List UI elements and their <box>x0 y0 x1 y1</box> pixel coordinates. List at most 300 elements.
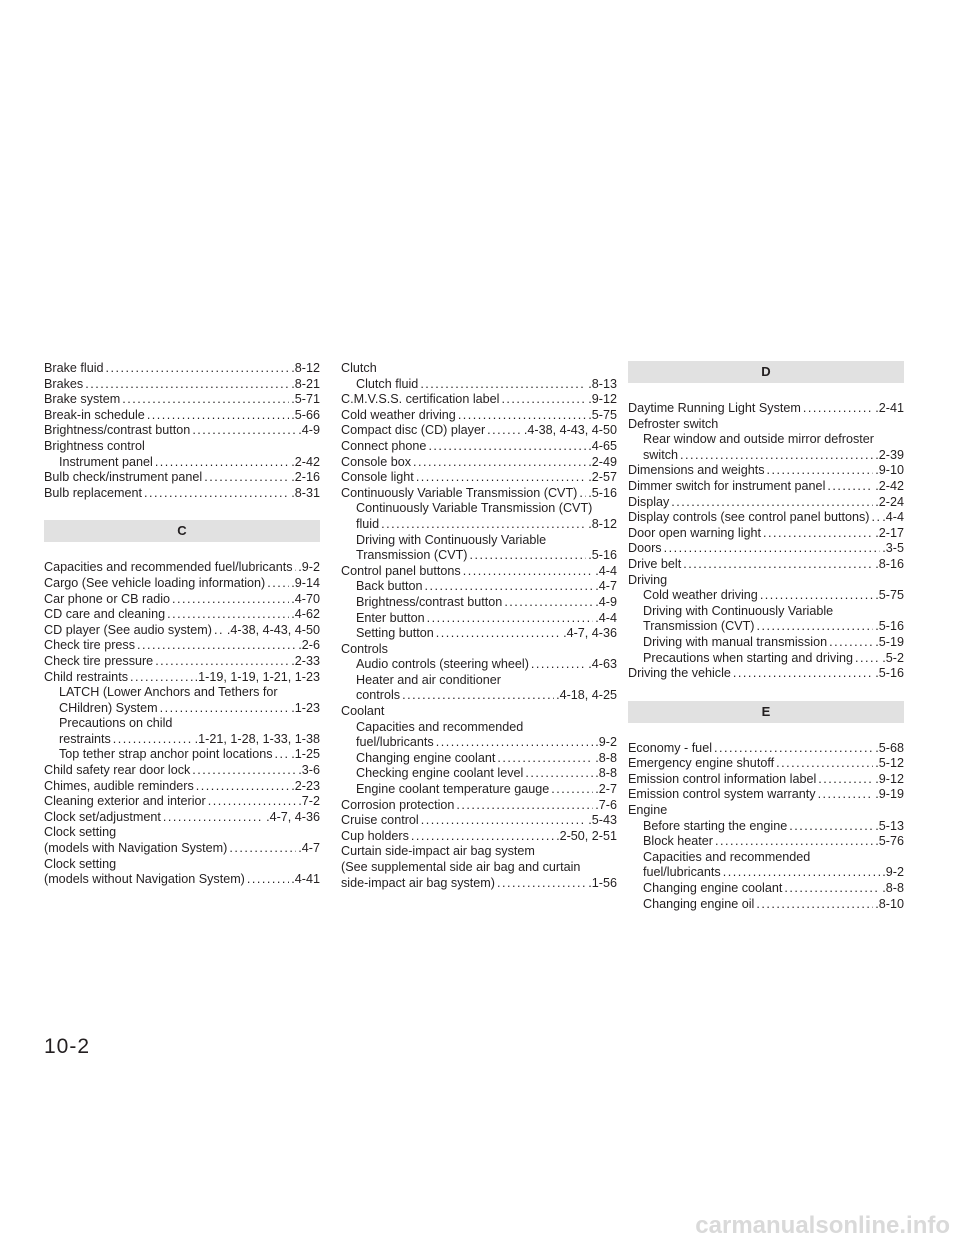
dot-leader <box>789 819 873 835</box>
entry-term: Back button <box>356 579 423 594</box>
entry-term: Connect phone <box>341 438 427 453</box>
entry-term: Enter button <box>356 610 425 625</box>
index-entry <box>628 741 904 757</box>
entry-page-ref: .4-7, 4-36 <box>563 626 617 641</box>
entry-page-ref: .4-4 <box>882 510 904 525</box>
dot-leader <box>229 841 296 857</box>
entry-term: Transmission (CVT) <box>643 619 755 634</box>
entry-page-ref: .8-10 <box>875 896 904 911</box>
entry-page-ref: .8-31 <box>291 485 320 500</box>
entry-page-ref: .2-50, 2-51 <box>556 828 617 843</box>
dot-leader <box>381 517 586 533</box>
index-entry-heading: Driving with Continuously Variable <box>356 532 547 547</box>
entry-page-ref: .4-38, 4-43, 4-50 <box>523 423 617 438</box>
entry-page-ref: .9-10 <box>875 463 904 478</box>
entry-page-ref: .2-23 <box>291 778 320 793</box>
entry-term: Driving the vehicle <box>628 666 731 681</box>
index-entry <box>628 588 904 604</box>
watermark-text: carmanualsonline.info <box>695 1212 950 1239</box>
index-entry <box>341 423 617 439</box>
dot-leader <box>160 701 290 717</box>
entry-page-ref: .4-9 <box>298 423 320 438</box>
dot-leader <box>167 607 289 623</box>
index-column-3 <box>628 361 904 912</box>
index-entry-heading: Defroster switch <box>628 416 719 431</box>
dot-leader <box>172 592 289 608</box>
dot-leader <box>714 741 873 757</box>
entry-page-ref: .4-4 <box>595 610 617 625</box>
dot-leader <box>420 377 586 393</box>
index-entry <box>341 798 617 814</box>
entry-term: Checking engine coolant level <box>356 766 524 781</box>
entry-term: Dimmer switch for instrument panel <box>628 478 826 493</box>
index-entry <box>44 763 320 779</box>
entry-page-ref: .9-2 <box>298 560 320 575</box>
index-entry <box>44 361 320 377</box>
entry-page-ref: .2-41 <box>875 401 904 415</box>
entry-page-ref: .4-9 <box>595 594 617 609</box>
entry-term: Child safety rear door lock <box>44 763 191 778</box>
index-entry <box>341 377 617 393</box>
index-entry <box>341 595 617 611</box>
entry-term: Child restraints <box>44 669 128 684</box>
dot-leader <box>155 654 289 670</box>
entry-term: Capacities and recommended fuel/lubricants <box>44 560 293 575</box>
index-entry <box>341 751 617 767</box>
entry-page-ref: .5-75 <box>875 588 904 603</box>
dot-leader <box>683 557 873 573</box>
entry-page-ref: .4-41 <box>291 872 320 887</box>
entry-term: controls <box>356 688 401 703</box>
entry-page-ref: .8-8 <box>595 750 617 765</box>
entry-page-ref: .5-76 <box>875 834 904 849</box>
index-entry <box>44 872 320 888</box>
entry-term: Transmission (CVT) <box>356 548 468 563</box>
entry-page-ref: .1-25 <box>291 747 320 762</box>
entry-page-ref: .5-71 <box>291 392 320 407</box>
dot-leader <box>113 732 193 748</box>
dot-leader <box>803 401 873 417</box>
entry-page-ref: .8-8 <box>595 766 617 781</box>
entry-term: Instrument panel <box>59 454 153 469</box>
entry-term: CHildren) System <box>59 700 158 715</box>
dot-leader <box>85 377 289 393</box>
entry-term: Car phone or CB radio <box>44 591 171 606</box>
entry-term: CD care and cleaning <box>44 607 166 622</box>
entry-page-ref: .1-21, 1-28, 1-33, 1-38 <box>194 731 320 746</box>
entry-term: Chimes, audible reminders <box>44 778 194 793</box>
dot-leader <box>204 470 289 486</box>
index-entry <box>628 401 904 417</box>
entry-page-ref: .8-16 <box>875 556 904 571</box>
index-entry <box>341 766 617 782</box>
entry-term: Drive belt <box>628 556 682 571</box>
index-entry <box>44 747 320 763</box>
entry-term: Engine coolant temperature gauge <box>356 782 550 797</box>
entry-term: Cold weather driving <box>643 588 758 603</box>
dot-leader <box>402 688 554 704</box>
dot-leader <box>501 392 586 408</box>
entry-term: fluid <box>356 516 380 531</box>
index-entry-heading: Engine <box>628 803 668 818</box>
entry-page-ref: .2-57 <box>588 470 617 485</box>
page-number: 10-2 <box>44 1035 91 1058</box>
dot-leader <box>416 470 586 486</box>
dot-leader <box>680 448 873 464</box>
entry-term: Emergency engine shutoff <box>628 756 775 771</box>
entry-page-ref: .4-70 <box>291 591 320 606</box>
index-entry <box>44 732 320 748</box>
entry-page-ref: .5-16 <box>588 548 617 563</box>
entry-term: restraints <box>59 731 111 746</box>
dot-leader <box>504 595 593 611</box>
entry-term: Changing engine coolant <box>356 750 496 765</box>
index-entry <box>44 392 320 408</box>
index-entry-heading: Precautions on child <box>59 716 173 731</box>
dot-leader <box>776 756 873 772</box>
index-entry <box>44 607 320 623</box>
entry-term: Compact disc (CD) player <box>341 423 486 438</box>
entry-term: Doors <box>628 541 662 556</box>
entry-term: Precautions when starting and driving <box>643 650 854 665</box>
entry-page-ref: .2-7 <box>595 782 617 797</box>
index-entry <box>628 897 904 913</box>
index-entry <box>44 455 320 471</box>
index-entry-heading: Driving with Continuously Variable <box>643 603 834 618</box>
entry-page-ref: .2-6 <box>298 638 320 653</box>
index-entry <box>44 623 320 639</box>
entry-page-ref: .1-23 <box>291 700 320 715</box>
dot-leader <box>192 763 296 779</box>
entry-page-ref: .7-6 <box>595 797 617 812</box>
entry-page-ref: .5-16 <box>875 666 904 681</box>
index-entry <box>341 735 617 751</box>
entry-term: Break-in schedule <box>44 407 145 422</box>
dot-leader <box>247 872 289 888</box>
entry-term: Door open warning light <box>628 525 762 540</box>
entry-term: Cleaning exterior and interior <box>44 794 206 809</box>
index-entry <box>628 772 904 788</box>
index-entry <box>341 688 617 704</box>
dot-leader <box>463 564 594 580</box>
dot-leader <box>756 897 873 913</box>
dot-leader <box>421 813 587 829</box>
index-entry <box>628 557 904 573</box>
index-entry-heading: (See supplemental side air bag and curtain <box>341 860 581 874</box>
entry-term: side-impact air bag system) <box>341 875 495 890</box>
index-entry <box>341 486 617 502</box>
index-entry <box>628 526 904 542</box>
entry-term: Cruise control <box>341 813 419 828</box>
dot-leader <box>428 439 586 455</box>
entry-page-ref: .2-42 <box>291 454 320 469</box>
index-entry-heading: Curtain side-impact air bag system <box>341 844 535 859</box>
dot-leader <box>163 810 264 826</box>
entry-term: Brightness/contrast button <box>356 594 503 609</box>
index-entry <box>341 470 617 486</box>
dot-leader <box>267 576 289 592</box>
dot-leader <box>275 747 290 763</box>
entry-page-ref: .4-65 <box>588 438 617 453</box>
dot-leader <box>147 408 289 424</box>
entry-term: Economy - fuel <box>628 740 712 755</box>
index-entry <box>341 439 617 455</box>
dot-leader <box>413 455 586 471</box>
entry-page-ref: .8-12 <box>291 361 320 375</box>
entry-page-ref: .9-14 <box>291 575 320 590</box>
index-entry <box>341 564 617 580</box>
entry-page-ref: .5-13 <box>875 818 904 833</box>
dot-leader <box>531 657 586 673</box>
entry-term: fuel/lubricants <box>643 865 721 880</box>
entry-page-ref: .3-6 <box>298 763 320 778</box>
index-entry <box>341 657 617 673</box>
index-entry <box>44 654 320 670</box>
entry-term: Control panel buttons <box>341 563 461 578</box>
dot-leader <box>525 766 593 782</box>
index-entry <box>341 517 617 533</box>
dot-leader <box>427 611 594 627</box>
dot-leader <box>818 787 874 803</box>
entry-page-ref: .5-68 <box>875 740 904 755</box>
entry-page-ref: .5-12 <box>875 756 904 771</box>
entry-page-ref: .5-16 <box>875 619 904 634</box>
entry-page-ref: .4-7 <box>595 579 617 594</box>
dot-leader <box>122 392 289 408</box>
index-column-1 <box>44 361 320 888</box>
dot-leader <box>470 548 587 564</box>
entry-page-ref: .2-17 <box>875 525 904 540</box>
entry-page-ref: .7-2 <box>298 794 320 809</box>
index-entry-heading: Heater and air conditioner <box>356 672 501 687</box>
entry-term: Check tire press <box>44 638 135 653</box>
entry-page-ref: .5-19 <box>875 634 904 649</box>
entry-page-ref: .9-2 <box>882 865 904 880</box>
section-header-d: D <box>628 361 904 383</box>
index-entry-heading: Clock setting <box>44 856 117 871</box>
index-entry <box>628 541 904 557</box>
dot-leader <box>757 619 874 635</box>
index-entry-heading: Capacities and recommended <box>356 719 524 734</box>
dot-leader <box>827 479 873 495</box>
dot-leader <box>214 623 225 639</box>
entry-page-ref: .1-19, 1-19, 1-21, 1-23 <box>194 669 320 684</box>
entry-term: Brightness/contrast button <box>44 423 191 438</box>
index-entry <box>628 635 904 651</box>
dot-leader <box>487 423 522 439</box>
index-entry <box>628 666 904 682</box>
index-entry <box>341 392 617 408</box>
dot-leader <box>436 735 594 751</box>
entry-term: Emission control information label <box>628 771 817 786</box>
index-entry <box>44 701 320 717</box>
entry-page-ref: .8-12 <box>588 516 617 531</box>
index-entry <box>44 841 320 857</box>
index-entry <box>44 810 320 826</box>
dot-leader <box>818 772 873 788</box>
index-entry <box>44 638 320 654</box>
entry-page-ref: .9-19 <box>875 787 904 802</box>
entry-term: Console light <box>341 470 414 485</box>
dot-leader <box>436 626 561 642</box>
entry-term: Bulb replacement <box>44 485 143 500</box>
index-entry <box>628 819 904 835</box>
dot-leader <box>155 455 289 471</box>
entry-page-ref: .5-16 <box>588 485 617 500</box>
dot-leader <box>130 670 193 686</box>
entry-term: Top tether strap anchor point locations <box>59 747 273 762</box>
index-entry <box>44 423 320 439</box>
entry-term: (models with Navigation System) <box>44 841 228 856</box>
dot-leader <box>855 651 880 667</box>
entry-page-ref: .9-2 <box>595 735 617 750</box>
index-entry-heading: LATCH (Lower Anchors and Tethers for <box>59 685 278 700</box>
entry-term: Changing engine coolant <box>643 881 783 896</box>
index-entry <box>628 651 904 667</box>
entry-term: Display <box>628 494 670 509</box>
entry-page-ref: .1-56 <box>588 875 617 890</box>
entry-term: Block heater <box>643 834 714 849</box>
dot-leader <box>456 798 593 814</box>
index-entry <box>628 881 904 897</box>
index-entry <box>628 495 904 511</box>
entry-page-ref: .9-12 <box>875 771 904 786</box>
index-entry <box>44 470 320 486</box>
entry-page-ref: .8-21 <box>291 376 320 391</box>
index-entry-heading: Brightness control <box>44 438 145 453</box>
entry-term: (models without Navigation System) <box>44 872 245 887</box>
index-entry <box>628 865 904 881</box>
entry-page-ref: .4-4 <box>595 563 617 578</box>
dot-leader <box>664 541 881 557</box>
entry-term: Dimensions and weights <box>628 463 765 478</box>
index-entry <box>341 813 617 829</box>
entry-term: Corrosion protection <box>341 797 455 812</box>
index-entry <box>628 479 904 495</box>
entry-page-ref: .4-7, 4-36 <box>266 809 320 824</box>
index-entry <box>44 670 320 686</box>
entry-term: Brakes <box>44 376 84 391</box>
entry-term: Cargo (See vehicle loading information) <box>44 575 266 590</box>
index-entry-heading: Continuously Variable Transmission (CVT) <box>356 501 593 516</box>
dot-leader <box>137 638 296 654</box>
dot-leader <box>497 876 586 892</box>
entry-page-ref: .2-39 <box>875 447 904 462</box>
dot-leader <box>733 666 873 682</box>
index-entry <box>44 592 320 608</box>
index-entry-heading: Driving <box>628 572 668 587</box>
dot-leader <box>497 751 593 767</box>
entry-term: C.M.V.S.S. certification label <box>341 392 500 407</box>
entry-page-ref: .2-49 <box>588 454 617 469</box>
dot-leader <box>723 865 881 881</box>
index-entry <box>341 876 617 892</box>
dot-leader <box>767 463 874 479</box>
section-header-e: E <box>628 701 904 723</box>
index-entry <box>628 756 904 772</box>
index-entry-heading: Clutch <box>341 361 377 375</box>
index-entry <box>341 408 617 424</box>
index-entry <box>628 834 904 850</box>
entry-term: Cup holders <box>341 828 409 843</box>
index-entry <box>341 611 617 627</box>
index-entry <box>44 377 320 393</box>
index-entry <box>341 626 617 642</box>
index-entry-heading: Capacities and recommended <box>643 849 811 864</box>
index-entry <box>628 787 904 803</box>
index-entry-heading: Clock setting <box>44 825 117 840</box>
index-entry <box>44 779 320 795</box>
index-entry <box>341 579 617 595</box>
entry-term: Check tire pressure <box>44 653 154 668</box>
dot-leader <box>458 408 586 424</box>
index-entry <box>628 510 904 526</box>
dot-leader <box>425 579 594 595</box>
entry-page-ref: .2-42 <box>875 478 904 493</box>
index-entry <box>628 448 904 464</box>
index-entry <box>628 463 904 479</box>
dot-leader <box>192 423 296 439</box>
entry-term: fuel/lubricants <box>356 735 434 750</box>
index-entry <box>44 560 320 576</box>
dot-leader <box>579 486 586 502</box>
entry-term: Before starting the engine <box>643 818 788 833</box>
entry-page-ref: .9-12 <box>588 392 617 407</box>
entry-term: Brake fluid <box>44 361 104 375</box>
entry-page-ref: .4-62 <box>291 607 320 622</box>
dot-leader <box>715 834 873 850</box>
index-entry <box>341 455 617 471</box>
index-entry <box>341 782 617 798</box>
index-entry <box>44 486 320 502</box>
entry-page-ref: .5-43 <box>588 813 617 828</box>
dot-leader <box>295 560 297 576</box>
dot-leader <box>671 495 873 511</box>
entry-term: Audio controls (steering wheel) <box>356 657 529 672</box>
index-entry-heading: Coolant <box>341 704 385 719</box>
dot-leader <box>829 635 873 651</box>
entry-term: Driving with manual transmission <box>643 634 828 649</box>
index-column-2 <box>341 361 617 891</box>
entry-page-ref: .4-7 <box>298 841 320 856</box>
dot-leader <box>106 361 290 377</box>
dot-leader <box>784 881 880 897</box>
entry-term: CD player (See audio system) <box>44 622 212 637</box>
entry-page-ref: .5-75 <box>588 407 617 422</box>
index-entry <box>44 794 320 810</box>
dot-leader <box>760 588 873 604</box>
index-entry-heading: Rear window and outside mirror defroster <box>643 432 874 447</box>
entry-term: Continuously Variable Transmission (CVT) <box>341 485 578 500</box>
index-entry-heading: Controls <box>341 641 388 656</box>
entry-term: Changing engine oil <box>643 896 755 911</box>
dot-leader <box>551 782 593 798</box>
entry-page-ref: .8-13 <box>588 376 617 391</box>
entry-term: Bulb check/instrument panel <box>44 470 203 485</box>
entry-page-ref: .4-38, 4-43, 4-50 <box>226 622 320 637</box>
dot-leader <box>411 829 554 845</box>
entry-term: switch <box>643 447 678 462</box>
entry-term: Clock set/adjustment <box>44 809 161 824</box>
entry-page-ref: .2-33 <box>291 653 320 668</box>
dot-leader <box>872 510 881 526</box>
entry-page-ref: .4-18, 4-25 <box>556 688 617 703</box>
entry-term: Clutch fluid <box>356 376 419 391</box>
entry-term: Brake system <box>44 392 121 407</box>
dot-leader <box>763 526 873 542</box>
dot-leader <box>144 486 289 502</box>
dot-leader <box>196 779 289 795</box>
